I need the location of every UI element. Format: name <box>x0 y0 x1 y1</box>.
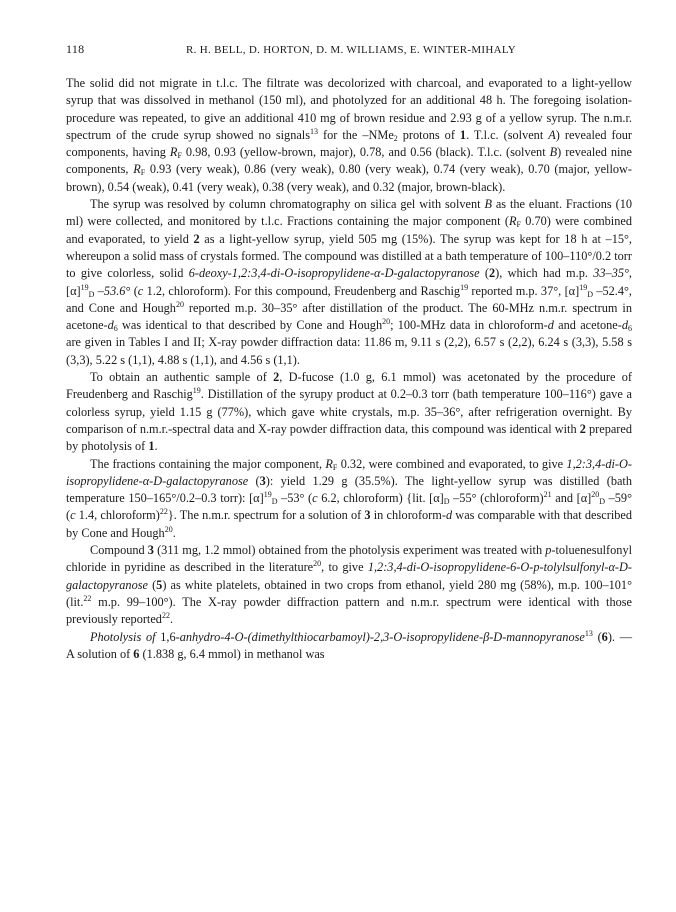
paragraph-p1: The solid did not migrate in t.l.c. The filtrate was decolorized with charcoal, and evaporated to a light-yellow syrup that was dissolved in methanol (150 ml), and photolyzed for an additional 48 h. The foregoing isolation-procedure was repeated, to give an additional 410 mg of brown residue and 2.93 g of a yellow syrup. The n.m.r. spectrum of the crude syrup showed no signals$^{13}$ for the –NMe$_2$ protons of 1. T.l.c. (solvent A) revealed four components, having $R_F$ 0.98, 0.93 (yellow-brown, major), 0.78, and 0.56 (black). T.l.c. (solvent B) revealed nine components, $R_F$ 0.93 (very weak), 0.86 (very weak), 0.80 (very weak), 0.74 (very weak), 0.70 (major, yellow-brown), 0.54 (weak), 0.41 (very weak), 0.38 (very weak), and 0.32 (major, brown-black). <box>66 76 633 194</box>
page-number: 118 <box>66 42 85 56</box>
paragraph-p3: To obtain an authentic sample of 2, D-fucose (1.0 g, 6.1 mmol) was acetonated by the procedure of Freudenberg and Raschig$^{19}$. Distillation of the syrupy product at 0.2–0.3 torr (bath temperature 100–116°) gave a colorless syrup, yield 1.15 g (77%), which gave white crystals, m.p. 35–36°, after refrigeration overnight. By comparison of n.m.r.-spectral data and X-ray powder diffraction data, this compound was identical with 2 prepared by photolysis of 1. <box>66 370 633 454</box>
paragraph-p6: Photolysis of 1,6-anhydro-4-O-(dimethylthiocarbamoyl)-2,3-O-isopropylidene-β-D-mannopyranose$^{13}$ (6). — A solution of 6 (1.838 g, 6.4 mmol) in methanol was <box>66 628 633 661</box>
running-header <box>66 42 632 57</box>
paragraph-p4: The fractions containing the major component, $R_F$ 0.32, were combined and evaporated, to give 1,2:3,4-di-O-isopropylidene-α-D-galactopyranose (3): yield 1.29 g (35.5%). The light-yellow syrup was distilled (bath temperature 150–165°/0.2–0.3 torr): $[\alpha]^{19}_D$ –53° (c 6.2, chloroform) {lit. $[\alpha]_D$ –55° (chloroform)$^{21}$ and $[\alpha]^{20}_D$ –59° (c 1.4, chloroform)$^{22}$}. The n.m.r. spectrum for a solution of 3 in chloroform-d was comparable with that described by Cone and Hough$^{20}$. <box>66 456 632 540</box>
article-body <box>66 75 632 663</box>
paragraph-p5: Compound 3 (311 mg, 1.2 mmol) obtained from the photolysis experiment was treated with p-toluenesulfonyl chloride in pyridine as described in the literature$^{20}$, to give 1,2:3,4-di-O-isopropylidene-6-O-p-tolylsulfonyl-α-D-galactopyranose (5) as white platelets, obtained in two crops from ethanol, yield 280 mg (58%), m.p. 100–101° (lit.$^{22}$ m.p. 99–100°). The X-ray powder diffraction pattern and n.m.r. spectrum were identical with those previously reported$^{22}$. <box>66 543 633 627</box>
running-header-authors: R. H. BELL, D. HORTON, D. M. WILLIAMS, E. WINTER-MIHALY <box>186 44 517 56</box>
paragraph-p2: The syrup was resolved by column chromatography on silica gel with solvent B as the eluant. Fractions (10 ml) were collected, and monitored by t.l.c. Fractions containing the major component ($R_F$ 0.70) were combined and evaporated, to yield 2 as a light-yellow syrup, yield 505 mg (15%). The syrup was kept for 18 h at –15°, whereupon a solid mass of crystals formed. The compound was distilled at a bath temperature of 100–110°/0.2 torr to give colorless, solid 6-deoxy-1,2:3,4-di-O-isopropylidene-α-D-galactopyranose (2), which had m.p. 33–35°, $[\alpha]^{19}_D$ –53.6° (c 1.2, chloroform). For this compound, Freudenberg and Raschig$^{19}$ reported m.p. 37°, $[\alpha]^{19}_D$ –52.4°, and Cone and Hough$^{20}$ reported m.p. 30–35° after distillation of the product. The 60-MHz n.m.r. spectrum in acetone-$d_6$ was identical to that described by Cone and Hough$^{20}$; 100-MHz data in chloroform-d and acetone-$d_6$ are given in Tables I and II; X-ray powder diffraction data: 11.86 m, 9.11 s (2,2), 6.57 s (2,2), 6.24 s (3,3), 5.58 s (3,3), 5.22 s (1,1), 4.88 s (1,1), and 4.56 s (1,1). <box>66 197 632 367</box>
